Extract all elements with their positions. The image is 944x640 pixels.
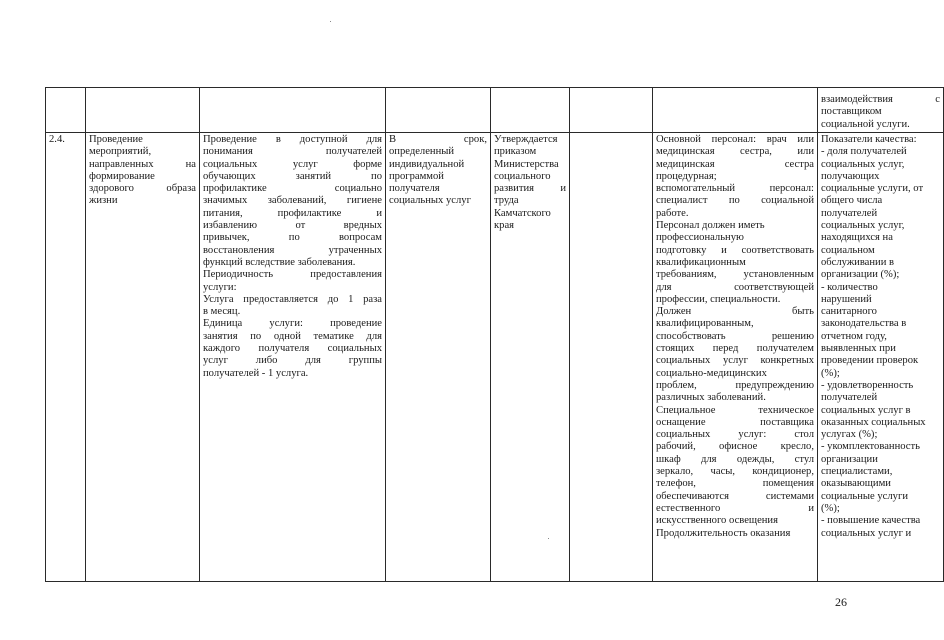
text-line: рабочий, офисное кресло, xyxy=(656,441,814,453)
text-line: Услуга предоставляется до 1 раза xyxy=(203,293,382,305)
text-line: различных заболеваний. xyxy=(656,392,766,404)
cell-empty xyxy=(386,88,491,133)
text-line: в месяц. xyxy=(203,306,241,318)
text-line: Продолжительность оказания xyxy=(656,527,791,539)
text-line: - доля получателей xyxy=(821,146,907,158)
cell-empty xyxy=(200,88,386,133)
cell-service-tariff xyxy=(491,133,570,582)
text-line: социальные услуги, от xyxy=(821,183,924,195)
text-line: отчетном году, xyxy=(821,330,887,342)
text-line: социальных услуг конкретных xyxy=(656,355,814,367)
service-tariff: Утверждается приказом Министерства социального развития и труда Камчатского края xyxy=(494,134,566,232)
text-line: получателей - 1 услуга. xyxy=(203,367,309,379)
text-line: социальные услуги xyxy=(821,490,908,502)
cell-empty xyxy=(46,88,86,133)
text-line: услуг либо для группы xyxy=(203,355,382,367)
text-line: специалист по социальной xyxy=(656,195,814,207)
text-line: - количество xyxy=(821,281,878,293)
text-line: Персонал должен иметь xyxy=(656,220,765,232)
text-line: профессиональную xyxy=(656,232,744,244)
text-line: понимания получателей xyxy=(203,146,382,158)
cell-quality-continued xyxy=(818,88,944,133)
text-line: организации (%); xyxy=(821,269,900,281)
text-line: - укомплектованность xyxy=(821,441,920,453)
text-line: услугах (%); xyxy=(821,429,878,441)
cell-service-name xyxy=(86,133,200,582)
text-line: каждого получателя социальных xyxy=(203,343,382,355)
text-line: Единица услуги: проведение xyxy=(203,318,382,330)
text-line: (%); xyxy=(821,502,840,514)
text-line: Должен быть xyxy=(656,306,814,318)
text-line: выявленных при xyxy=(821,343,896,355)
text-line: значимых заболеваний, гигиене xyxy=(203,195,382,207)
cell-empty xyxy=(570,88,653,133)
cell-service-description xyxy=(200,133,386,582)
text-line: социальном xyxy=(821,244,875,256)
cell-empty xyxy=(491,88,570,133)
cell-row-number xyxy=(46,133,86,582)
service-name: Проведение мероприятий, направленных на формирование здорового образа жизни xyxy=(89,134,196,207)
text-line: социальных услуг: стол xyxy=(656,429,814,441)
text-line: естественного и xyxy=(656,502,814,514)
text-line: избавлению от вредных xyxy=(203,220,382,232)
text-line: поставщиком xyxy=(821,106,882,118)
text-line: социальных услуг, xyxy=(821,220,905,232)
text-line: взаимодействия с xyxy=(821,94,940,106)
text-line: социально-медицинских xyxy=(656,367,767,379)
text-line: обеспечиваются системами xyxy=(656,490,814,502)
text-line: находящихся на xyxy=(821,232,893,244)
text-line: питания, профилактике и xyxy=(203,207,382,219)
text-line: обучающих занятий по xyxy=(203,170,382,182)
text-line: получателей xyxy=(821,207,878,219)
text-line: получателей xyxy=(821,392,878,404)
text-line: квалифицированным, xyxy=(656,318,754,330)
text-line: телефон, помещения xyxy=(656,478,814,490)
text-line: оказанных социальных xyxy=(821,416,926,428)
text-line: Показатели качества: xyxy=(821,134,917,145)
text-line: профилактике социально xyxy=(203,183,382,195)
cell-empty xyxy=(653,88,818,133)
text-line: нарушений xyxy=(821,293,872,305)
text-line: социальных услуг, xyxy=(821,158,905,170)
text-line: Проведение в доступной для xyxy=(203,134,382,145)
text-line: обслуживании в xyxy=(821,256,895,268)
text-line: получающих xyxy=(821,170,880,182)
text-line: для соответствующей xyxy=(656,281,814,293)
text-line: Специальное техническое xyxy=(656,404,814,416)
text-line: проблем, предупреждению xyxy=(656,379,814,391)
text-line: (%); xyxy=(821,367,840,379)
cell-empty xyxy=(86,88,200,133)
text-line: шкаф для одежды, стул xyxy=(656,453,814,465)
text-line: профессии, специальности. xyxy=(656,293,781,305)
text-line: медицинская сестра, или xyxy=(656,146,814,158)
text-line: функций вследствие заболевания. xyxy=(203,256,356,268)
cell-service-conditions xyxy=(653,133,818,582)
cell-quality-indicators xyxy=(818,133,944,582)
text-line: искусственного освещения xyxy=(656,515,778,527)
table-row-continued xyxy=(46,88,944,133)
text-line: привычек, по вопросам xyxy=(203,232,382,244)
text-line: требованиям, установленным xyxy=(656,269,814,281)
row-number: 2.4. xyxy=(49,134,65,145)
text-line: процедурная; xyxy=(656,170,717,182)
text-line: медицинская сестра xyxy=(656,158,814,170)
text-line: подготовку и соответствовать xyxy=(656,244,814,256)
table-row-2-4 xyxy=(46,133,944,582)
text-line: общего числа xyxy=(821,195,883,207)
text-line: вспомогательный персонал: xyxy=(656,183,814,195)
page-number: 26 xyxy=(835,595,847,609)
text-line: квалификационным xyxy=(656,256,746,268)
text-line: стоящих перед получателем xyxy=(656,343,814,355)
service-term: В срок, определенный индивидуальной программой получателя социальных услуг xyxy=(389,134,487,207)
text-line: организации xyxy=(821,453,878,465)
text-line: услуги: xyxy=(203,281,237,293)
text-line: законодательства в xyxy=(821,318,907,330)
text-line: - повышение качества xyxy=(821,515,921,527)
scan-speck xyxy=(330,21,331,22)
text-line: занятия по одной тематике для xyxy=(203,330,382,342)
text-line: Основной персонал: врач или xyxy=(656,134,814,145)
text-line: восстановления утраченных xyxy=(203,244,382,256)
text-line: социальных услуг в xyxy=(821,404,911,416)
text-line: Периодичность предоставления xyxy=(203,269,382,281)
text-line: способствовать решению xyxy=(656,330,814,342)
text-line: проведении проверок xyxy=(821,355,919,367)
text-line: - удовлетворенность xyxy=(821,379,914,391)
text-line: социальных услуг форме xyxy=(203,158,382,170)
text-line: санитарного xyxy=(821,306,877,318)
text-line: социальной услуги. xyxy=(821,118,910,130)
text-line: оснащение поставщика xyxy=(656,416,814,428)
cell-service-term xyxy=(386,133,491,582)
cell-empty xyxy=(570,133,653,582)
text-line: специалистами, xyxy=(821,466,893,478)
text-line: оказывающими xyxy=(821,478,891,490)
text-line: социальных услуг и xyxy=(821,527,912,539)
text-line: работе. xyxy=(656,207,689,219)
services-table xyxy=(45,87,944,582)
text-line: зеркало, часы, кондиционер, xyxy=(656,466,814,478)
